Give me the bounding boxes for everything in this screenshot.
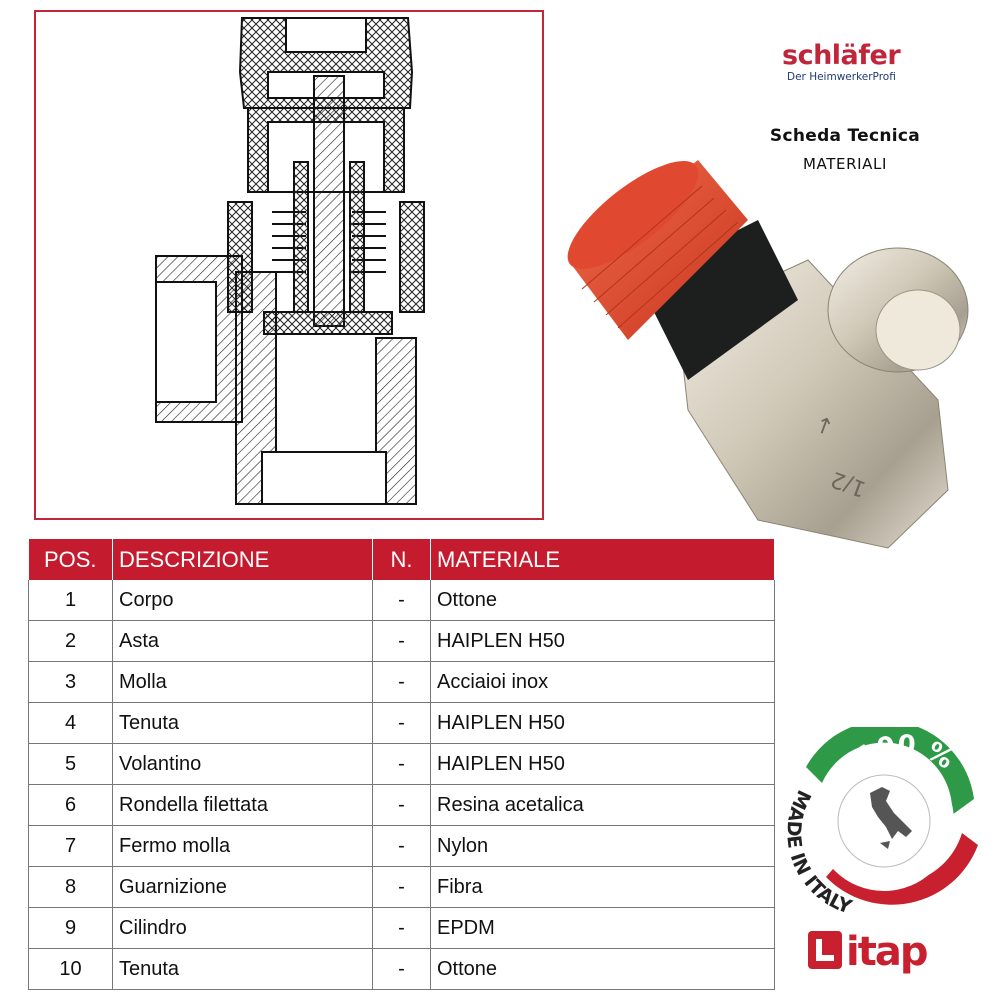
- cell-n: -: [373, 621, 431, 662]
- table-row: [29, 580, 775, 621]
- cell-pos: 8: [29, 867, 113, 908]
- brand-tagline: Der HeimwerkerProfi: [787, 71, 896, 83]
- cell-pos: 6: [29, 785, 113, 826]
- cell-description: Tenuta: [113, 949, 373, 990]
- table-header-row: [29, 539, 775, 580]
- header-material: MATERIALE: [431, 539, 775, 580]
- table-row: [29, 744, 775, 785]
- cell-pos: 4: [29, 703, 113, 744]
- cell-material: EPDM: [431, 908, 775, 949]
- table-row: [29, 908, 775, 949]
- cell-pos: 9: [29, 908, 113, 949]
- cell-n: -: [373, 662, 431, 703]
- table-row: [29, 826, 775, 867]
- cell-n: -: [373, 744, 431, 785]
- header-description: DESCRIZIONE: [113, 539, 373, 580]
- materials-table: [28, 539, 775, 990]
- brand-logo: [782, 42, 900, 83]
- table-row: [29, 703, 775, 744]
- cell-description: Volantino: [113, 744, 373, 785]
- table-row: [29, 949, 775, 990]
- table-row: [29, 785, 775, 826]
- cell-material: Fibra: [431, 867, 775, 908]
- technical-drawing-frame: [34, 10, 544, 520]
- sheet-subtitle: MATERIALI: [803, 155, 887, 173]
- cell-description: Cilindro: [113, 908, 373, 949]
- cell-n: -: [373, 580, 431, 621]
- cell-n: -: [373, 867, 431, 908]
- cell-description: Fermo molla: [113, 826, 373, 867]
- body-marking: 1/2: [827, 465, 870, 502]
- cell-description: Corpo: [113, 580, 373, 621]
- svg-text:↑: ↑: [810, 412, 837, 442]
- cell-material: Nylon: [431, 826, 775, 867]
- cell-description: Molla: [113, 662, 373, 703]
- cell-pos: 2: [29, 621, 113, 662]
- cell-pos: 3: [29, 662, 113, 703]
- cell-material: Ottone: [431, 949, 775, 990]
- cell-description: Tenuta: [113, 703, 373, 744]
- cell-pos: 10: [29, 949, 113, 990]
- cell-material: HAIPLEN H50: [431, 621, 775, 662]
- cell-description: Rondella filettata: [113, 785, 373, 826]
- cell-material: HAIPLEN H50: [431, 744, 775, 785]
- itap-wordmark: itap: [846, 929, 927, 975]
- valve-cross-section-drawing: [36, 12, 542, 518]
- table-row: [29, 867, 775, 908]
- cell-material: HAIPLEN H50: [431, 703, 775, 744]
- cell-material: Ottone: [431, 580, 775, 621]
- table-row: [29, 662, 775, 703]
- header-pos: POS.: [29, 539, 113, 580]
- cell-pos: 7: [29, 826, 113, 867]
- cell-n: -: [373, 785, 431, 826]
- brand-name: schläfer: [782, 40, 901, 71]
- table-row: [29, 621, 775, 662]
- made-in-italy-badge: [786, 727, 982, 918]
- cell-n: -: [373, 949, 431, 990]
- cell-description: Asta: [113, 621, 373, 662]
- cell-material: Resina acetalica: [431, 785, 775, 826]
- cell-material: Acciaioi inox: [431, 662, 775, 703]
- cell-n: -: [373, 908, 431, 949]
- cell-pos: 1: [29, 580, 113, 621]
- cell-pos: 5: [29, 744, 113, 785]
- sheet-title: Scheda Tecnica: [769, 126, 921, 146]
- cell-n: -: [373, 826, 431, 867]
- cell-n: -: [373, 703, 431, 744]
- badge-text: M IN ITALY: [786, 786, 855, 913]
- safety-valve-photo: [558, 150, 998, 555]
- header-n: N.: [373, 539, 431, 580]
- badge-percent: 100 %: [851, 729, 959, 776]
- itap-logo: [808, 925, 958, 986]
- cell-description: Guarnizione: [113, 867, 373, 908]
